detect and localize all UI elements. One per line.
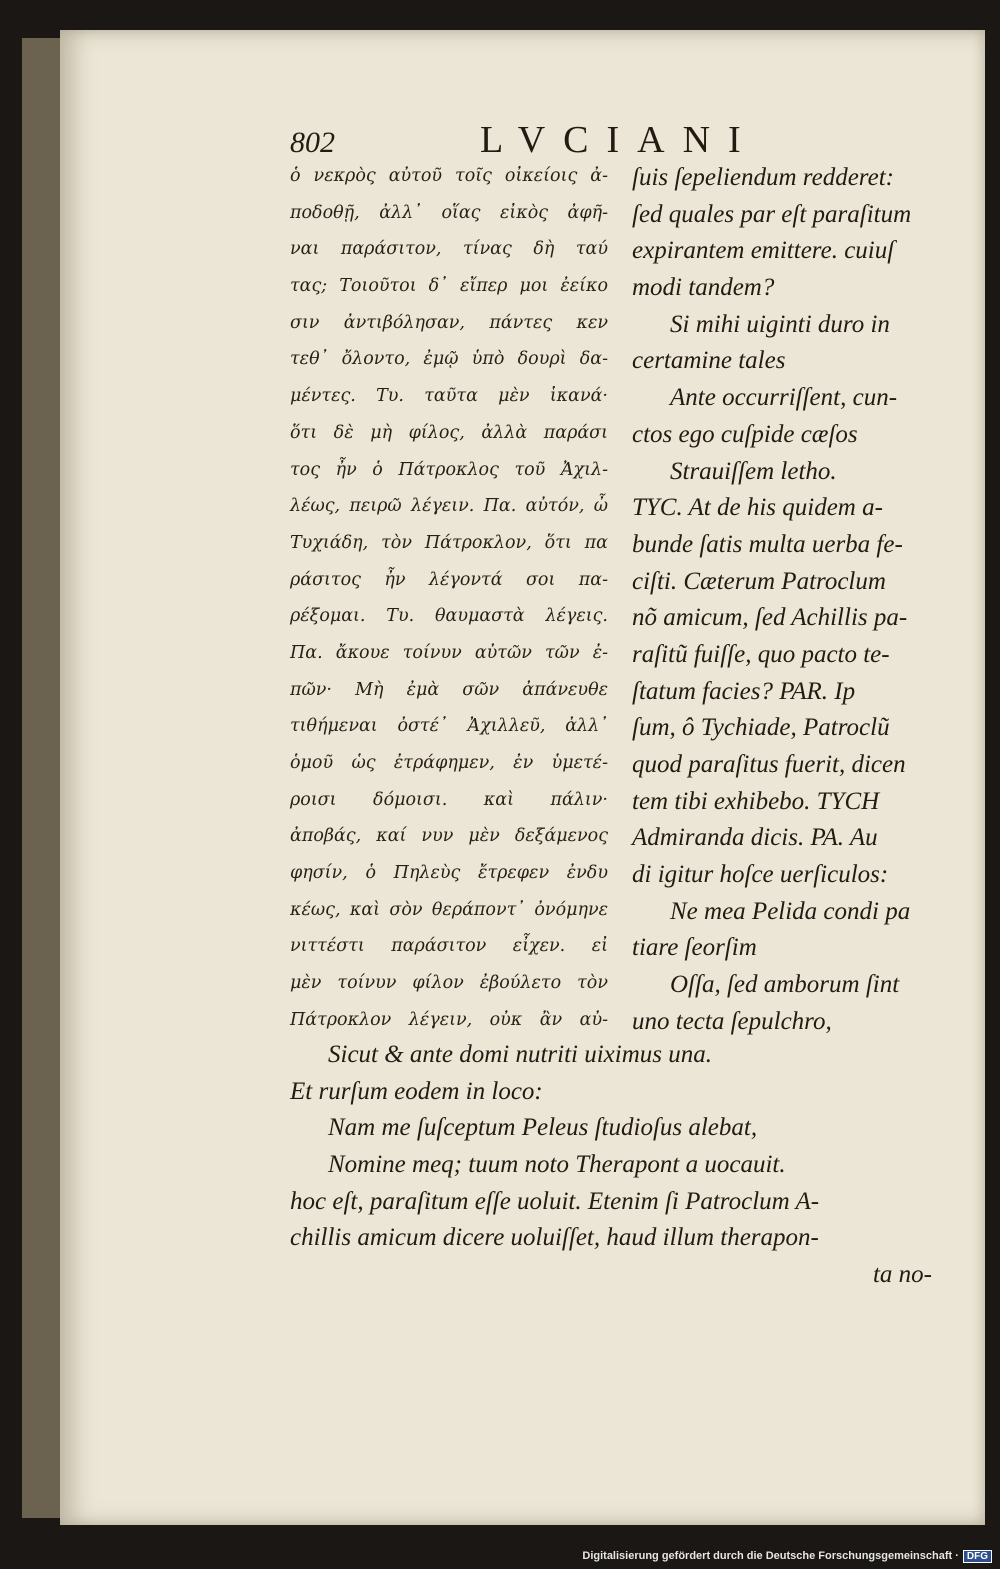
greek-text-line: κέως, καὶ σὸν θεράποντ᾽ ὀνόμηνε	[290, 899, 608, 920]
greek-text-line: ποδοθῇ, ἀλλ᾽ οἵας εἰκὸς ἀφῆ-	[290, 202, 608, 223]
latin-text-line: uno tecta ſepulchro,	[632, 1007, 832, 1035]
greek-text-line: λέως, πειρῶ λέγειν. Πα. αὐτόν, ὦ	[290, 496, 608, 517]
latin-text-line: Nam me ſuſceptum Peleus ſtudioſus alebat,	[328, 1114, 758, 1142]
greek-text-line: τιθήμεναι ὀστέ᾽ Ἀχιλλεῦ, ἀλλ᾽	[290, 716, 608, 737]
digitization-credit	[582, 1550, 992, 1563]
greek-text-line: τος ἦν ὁ Πάτροκλος τοῦ Ἀχιλ-	[290, 459, 608, 480]
greek-text-line: μὲν τοίνυν φίλον ἐβούλετο τὸν	[290, 973, 608, 994]
credit-text: Digitalisierung gefördert durch die Deutsche Forschungsgemeinschaft ·	[582, 1550, 959, 1562]
latin-text-line: ctos ego cuſpide cæſos	[632, 420, 858, 448]
latin-text-line: Admiranda dicis. PA. Au	[632, 824, 878, 852]
running-head: LVCIANI	[480, 119, 759, 161]
latin-text-line: ſed quales par eſt paraſitum	[632, 200, 912, 228]
greek-text-line: ὅτι δὲ μὴ φίλος, ἀλλὰ παράσι	[290, 422, 608, 443]
greek-column	[290, 158, 608, 1039]
greek-text-line: Πα. ἄκουε τοίνυν αὐτῶν τῶν ἐ-	[290, 642, 608, 663]
latin-text-line: Strauiſſem letho.	[670, 457, 837, 485]
latin-text-line: ſtatum facies? PAR. Ip	[632, 677, 856, 705]
latin-text-line: expirantem emittere. cuiuſ	[632, 237, 895, 265]
latin-text-line: tiare ſeorſim	[632, 934, 757, 962]
greek-text-line: ροισι δόμοισι. καὶ πάλιν·	[290, 789, 608, 810]
greek-text-line: νιττέστι παράσιτον εἶχεν. εἰ	[290, 936, 608, 957]
latin-text-line: Oſſa, ſed amborum ſint	[670, 971, 900, 999]
greek-text-line: ὁμοῦ ὡς ἐτράφημεν, ἐν ὑμετέ-	[290, 753, 608, 773]
greek-text-line: πῶν· Μὴ ἐμὰ σῶν ἀπάνευθε	[290, 679, 608, 700]
latin-text-line: Si mihi uiginti duro in	[670, 310, 890, 338]
latin-text-line: Sicut & ante domi nutriti uiximus una.	[328, 1041, 713, 1068]
latin-text-line: ſum, ô Tychiade, Patroclũ	[632, 714, 890, 742]
latin-text-line: Nomine meq; tuum noto Therapont a uocauit.	[328, 1151, 786, 1179]
greek-text-line: ρέξομαι. Τυ. θαυμαστὰ λέγεις.	[290, 606, 608, 627]
latin-column	[632, 160, 942, 1041]
latin-text-line: ta no-	[872, 1261, 932, 1289]
latin-text-line: ciſti. Cæterum Patroclum	[632, 567, 886, 595]
greek-text-line: τας; Τοιοῦτοι δ᾽ εἴπερ μοι ἐείκο	[290, 276, 608, 297]
greek-text-line: τεθ᾽ ὄλοντο, ἐμῷ ὑπὸ δουρὶ δα-	[290, 349, 608, 370]
latin-text-line: hoc eſt, paraſitum eſſe uoluit. Etenim ſi Patroclum A-	[290, 1187, 820, 1215]
greek-text-line: ναι παράσιτον, τίνας δὴ ταύ	[290, 239, 608, 260]
latin-text-line: tem tibi exhibebo. TYCH	[632, 787, 880, 815]
latin-text-line: quod paraſitus fuerit, dicen	[632, 751, 906, 778]
greek-text-line: Πάτροκλον λέγειν, οὐκ ἂν αὐ-	[290, 1009, 608, 1030]
latin-text-line: chillis amicum dicere uoluiſſet, haud illum therapon-	[290, 1224, 819, 1252]
latin-text-line: certamine tales	[632, 347, 786, 375]
latin-text-line: TYC. At de his quidem a-	[632, 494, 883, 522]
latin-text-line: ſuis ſepeliendum redderet:	[632, 164, 894, 191]
full-width-text	[290, 1037, 940, 1294]
greek-text-line: ἀποβάς, καί νυν μὲν δεξάμενος	[290, 826, 608, 847]
page-number: 802	[290, 126, 335, 159]
latin-text-line: bunde ſatis multa uerba fe-	[632, 530, 903, 558]
greek-text-line: ράσιτος ἦν λέγοντά σοι πα-	[290, 569, 608, 590]
latin-text-line: Ne mea Pelida condi pa	[670, 897, 911, 925]
latin-text-line: Ante occurriſſent, cun-	[670, 384, 898, 412]
greek-text-line: φησίν, ὁ Πηλεὺς ἔτρεφεν ἐνδυ	[290, 863, 608, 884]
latin-text-line: raſitũ fuiſſe, quo pacto te-	[632, 640, 890, 668]
dfg-logo: DFG	[963, 1550, 992, 1563]
greek-text-line: Τυχιάδη, τὸν Πάτροκλον, ὅτι πα	[290, 532, 608, 553]
greek-text-line: ὁ νεκρὸς αὐτοῦ τοῖς οἰκείοις ἀ-	[290, 166, 608, 186]
latin-text-line: di igitur hoſce uerſiculos:	[632, 861, 889, 889]
greek-text-line: σιν ἀντιβόλησαν, πάντες κεν	[290, 312, 608, 333]
latin-text-line: modi tandem?	[632, 274, 775, 302]
latin-text-line: nõ amicum, ſed Achillis pa-	[632, 604, 908, 632]
greek-text-line: μέντες. Τυ. ταῦτα μὲν ἱκανά·	[290, 386, 608, 407]
latin-text-line: Et rurſum eodem in loco:	[290, 1077, 543, 1105]
